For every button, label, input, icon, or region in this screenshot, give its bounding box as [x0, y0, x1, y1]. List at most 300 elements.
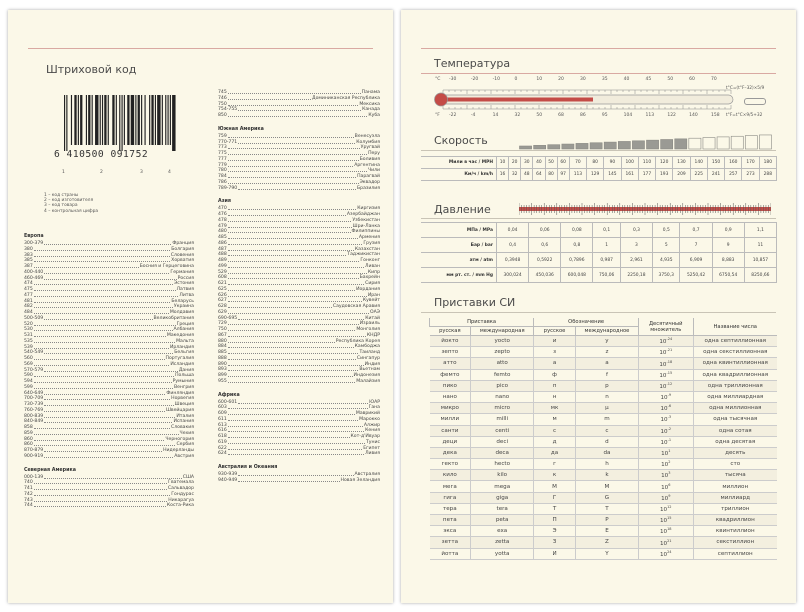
dot-leader: [228, 255, 347, 256]
country-code: 784: [218, 174, 227, 179]
barcode-bar: [104, 95, 106, 145]
country-code: 500-509: [24, 315, 44, 321]
factor-base: 10: [661, 495, 669, 502]
country-code: 840-849: [24, 419, 44, 425]
symbol-int: d: [575, 436, 638, 447]
symbol-int: E: [575, 526, 638, 537]
factor: [639, 347, 694, 358]
dot-leader: [228, 431, 364, 432]
symbol-ru: с: [534, 425, 576, 436]
grid-cell: 6750,54: [712, 268, 744, 283]
symbol-ru: И: [534, 548, 576, 559]
country-name: Германия: [170, 269, 194, 275]
factor-base: 10: [659, 383, 667, 390]
celsius-value: -30: [449, 77, 457, 82]
grid-cell: 225: [690, 169, 707, 181]
dot-leader: [34, 382, 172, 383]
prefix-int: yocto: [471, 336, 534, 347]
country-name: Никарагуа: [168, 497, 194, 503]
country-code: 480: [218, 229, 227, 235]
number-name: тысяча: [693, 470, 777, 481]
country-name: Чили: [367, 168, 380, 174]
country-name: Хорватия: [171, 258, 194, 264]
symbol-ru: Т: [534, 503, 576, 514]
country-code: 608: [218, 275, 227, 281]
factor-exponent: 18: [667, 527, 672, 532]
legend-line: 1 – код страны: [44, 193, 79, 198]
symbol-int: Y: [575, 548, 638, 559]
dot-leader: [228, 284, 364, 285]
symbol-int: p: [575, 380, 638, 391]
country-name: Перу: [368, 151, 380, 156]
barcode-number-4: 4: [168, 170, 171, 175]
country-code: 475: [24, 287, 33, 292]
factor: [639, 503, 694, 514]
country-name: Литва: [179, 292, 194, 298]
barcode-bar: [78, 95, 79, 145]
country-name: Украина: [173, 304, 194, 310]
country-code: 750: [218, 327, 227, 332]
country-name: Швеция: [174, 402, 194, 407]
country-name: Индонезия: [353, 373, 380, 378]
factor-exponent: 1: [668, 449, 671, 454]
country-name: Бахрейн: [359, 275, 380, 281]
dot-leader: [228, 137, 354, 138]
factor-base: 10: [659, 339, 667, 346]
country-name: Норвегия: [171, 396, 194, 402]
country-code: 529: [218, 269, 227, 275]
country-name: Бразилия: [357, 185, 380, 191]
dot-leader: [228, 313, 369, 314]
grid-cell: 7: [680, 238, 712, 253]
prefix-ru: гига: [430, 492, 471, 503]
symbol-int: h: [575, 459, 638, 470]
country-code: 754-755: [218, 107, 238, 113]
country-name: Киргизия: [357, 206, 380, 212]
country-name: Австрия: [174, 453, 194, 459]
barcode-bar: [112, 95, 114, 145]
country-name: Нидерланды: [163, 448, 194, 453]
grid-cell: 161: [621, 169, 638, 181]
grid-cell: 11: [744, 238, 776, 253]
grid-cell: 30: [521, 157, 533, 169]
country-name: Венгрия: [173, 384, 194, 390]
prefix-ru: атто: [430, 358, 471, 369]
country-code: 745: [218, 90, 227, 95]
dot-leader: [228, 238, 358, 239]
number-name: одна тысячная: [693, 414, 777, 425]
factor: [639, 515, 694, 526]
prefix-int: yotta: [471, 548, 534, 559]
country-code: 531: [24, 333, 33, 338]
prefix-int: centi: [471, 425, 534, 436]
celsius-value: 35: [601, 77, 608, 82]
country-code: 000-139: [24, 474, 44, 480]
symbol-ru: н: [534, 391, 576, 402]
country-name: США: [182, 474, 194, 480]
factor-exponent: 15: [667, 516, 672, 521]
grid-cell: 0,3948: [497, 253, 529, 268]
grid-cell: 3750,3: [653, 268, 680, 283]
barcode-bar: [172, 95, 175, 151]
barcode-bar: [71, 95, 72, 145]
country-code: 750: [218, 101, 227, 107]
country-code: 590: [24, 373, 33, 379]
factor-base: 10: [661, 484, 669, 491]
grid-cell: 0,04: [497, 223, 529, 238]
country-code: 850: [218, 113, 227, 118]
country-code: 385: [24, 258, 33, 264]
country-code: 600-601: [218, 399, 238, 405]
factor-base: 10: [659, 361, 667, 368]
country-code: 540-549: [24, 350, 44, 356]
grid-cell: 20: [509, 157, 521, 169]
barcode-bar: [102, 95, 103, 145]
country-name: Узбекистан: [352, 217, 380, 223]
country-code: 890: [218, 361, 227, 367]
country-code: 400-440: [24, 269, 44, 275]
country-code: 779: [218, 162, 227, 168]
country-name: Гана: [368, 405, 380, 411]
country-name: Кот-д'Ивуар: [350, 434, 380, 439]
country-name: Аргентина: [354, 162, 380, 168]
symbol-ru: З: [534, 537, 576, 548]
grid-cell: 177: [638, 169, 655, 181]
factor: [639, 481, 694, 492]
factor-exponent: 3: [668, 471, 671, 476]
country-code: 470: [218, 206, 227, 212]
country-code: 860: [24, 436, 33, 442]
factor-exponent: 9: [668, 493, 671, 498]
grid-cell: 1,1: [744, 223, 776, 238]
prefix-ru: мега: [430, 481, 471, 492]
dot-leader: [238, 189, 356, 190]
si-rule: [421, 312, 776, 313]
prefix-ru: йотта: [430, 548, 471, 559]
grid-cell: 9: [712, 238, 744, 253]
country-code: 481: [24, 298, 33, 304]
row-label: атм / atm: [421, 253, 497, 268]
country-code: 618: [218, 434, 227, 439]
dot-leader: [228, 166, 353, 167]
si-row: [430, 347, 778, 358]
dot-leader: [34, 501, 168, 502]
factor: [639, 380, 694, 391]
celsius-value: -10: [492, 77, 501, 82]
si-row: [430, 369, 778, 380]
country-code: 629: [218, 309, 227, 315]
celsius-value: -20: [470, 77, 479, 82]
symbol-int: μ: [575, 403, 638, 414]
fahrenheit-value: 158: [711, 113, 720, 118]
barcode-number-1: 1: [62, 170, 65, 175]
country-name: Беларусь: [171, 298, 194, 304]
symbol-ru: П: [534, 515, 576, 526]
grid-cell: 193: [656, 169, 673, 181]
country-name: Испания: [173, 419, 194, 425]
country-code: 611: [218, 416, 227, 422]
country-name: Эквадор: [359, 179, 380, 185]
grid-cell: 0,9: [712, 223, 744, 238]
grid-cell: 48: [521, 169, 533, 181]
dot-leader: [228, 296, 367, 297]
symbol-ru: да: [534, 447, 576, 458]
dot-leader: [228, 290, 355, 291]
speed-bar: [590, 143, 602, 149]
grid-cell: 5: [653, 238, 680, 253]
country-code: 899: [218, 373, 227, 378]
barcode-number-3: 3: [140, 170, 143, 175]
grid-cell: 0,987: [593, 253, 620, 268]
barcode-number-2: 2: [100, 170, 103, 175]
grid-cell: 32: [509, 169, 521, 181]
dot-leader: [44, 417, 175, 418]
country-code: 621: [218, 281, 227, 286]
number-name: одна триллионная: [693, 380, 777, 391]
dot-leader: [44, 457, 173, 458]
symbol-ru: д: [534, 436, 576, 447]
dot-leader: [34, 342, 175, 343]
country-name: Великобритания: [153, 315, 194, 321]
country-code: 800-839: [24, 413, 44, 419]
dot-leader: [34, 359, 165, 360]
prefix-ru: микро: [430, 403, 471, 414]
barcode-bar: [127, 95, 129, 145]
factor: [639, 425, 694, 436]
dot-leader: [228, 359, 356, 360]
dot-leader: [228, 278, 359, 279]
country-name: Сингапур: [356, 355, 380, 361]
country-name: Египет: [363, 445, 380, 451]
factor-base: 10: [660, 439, 668, 446]
barcode-bar: [149, 95, 150, 145]
dot-leader: [228, 148, 360, 149]
dot-leader: [228, 177, 356, 178]
grid-cell: 60: [557, 157, 569, 169]
speed-bar: [576, 143, 588, 149]
country-codes-column-2: [218, 90, 380, 484]
country-code: 858: [24, 425, 33, 430]
prefix-int: tera: [471, 503, 534, 514]
dot-leader: [228, 324, 359, 325]
factor: [639, 358, 694, 369]
symbol-int: da: [575, 447, 638, 458]
country-name: Алжир: [363, 422, 380, 428]
symbol-int: T: [575, 503, 638, 514]
country-name: Парагвай: [357, 174, 380, 179]
country-code: 640-649: [24, 390, 44, 396]
country-row: [218, 451, 380, 457]
si-row: [430, 470, 778, 481]
fahrenheit-value: 140: [689, 113, 698, 118]
dot-leader: [228, 449, 362, 450]
factor-base: 10: [661, 462, 669, 469]
number-name: одна секстиллионная: [693, 347, 777, 358]
grid-cell: 160: [725, 157, 742, 169]
factor-base: 10: [659, 551, 668, 558]
country-name: Швейцария: [165, 407, 194, 413]
si-row: [430, 380, 778, 391]
speed-bar: [717, 137, 729, 149]
si-row: [430, 447, 778, 458]
dot-leader: [228, 342, 335, 343]
country-code: 893: [218, 367, 227, 373]
country-name: Словакия: [170, 425, 194, 430]
celsius-value: 50: [667, 77, 674, 82]
country-name: Польша: [175, 373, 194, 379]
symbol-ru: М: [534, 481, 576, 492]
country-name: Франция: [172, 241, 194, 246]
header-ru2: русское: [534, 327, 576, 336]
dot-leader: [34, 330, 173, 331]
fahrenheit-value: 68: [558, 113, 564, 118]
country-code: 485: [218, 235, 227, 240]
country-code: 690-695: [218, 315, 238, 321]
country-name: Казахстан: [354, 246, 380, 252]
country-name: Монголия: [356, 327, 380, 332]
prefix-int: pico: [471, 380, 534, 391]
dot-leader: [34, 506, 166, 507]
grid-cell: 8250,66: [744, 268, 776, 283]
barcode-bar: [135, 95, 136, 145]
number-name: одна десятая: [693, 436, 777, 447]
dot-leader: [34, 348, 169, 349]
country-name: Россия: [177, 275, 194, 281]
country-code: 742: [24, 491, 33, 497]
country-name: Кипр: [367, 269, 380, 275]
country-code: 746: [218, 95, 227, 101]
grid-cell: 150: [707, 157, 724, 169]
dot-leader: [228, 261, 360, 262]
symbol-int: f: [575, 369, 638, 380]
country-name: Босния и Герцеговина: [139, 264, 194, 269]
country-code: 380: [24, 246, 33, 252]
grid-cell: 10,857: [744, 253, 776, 268]
symbol-ru: ф: [534, 369, 576, 380]
number-name: сто: [693, 459, 777, 470]
barcode-bar: [141, 95, 142, 145]
grid-cell: 0,8: [561, 238, 593, 253]
grid-cell: 300,024: [497, 268, 529, 283]
country-code: 499: [218, 263, 227, 269]
country-code: 759: [218, 133, 227, 139]
factor-exponent: -9: [667, 393, 672, 398]
country-code: 625: [218, 286, 227, 292]
factor-base: 10: [660, 428, 668, 435]
symbol-int: c: [575, 425, 638, 436]
country-name: Уругвай: [360, 145, 380, 151]
country-code: 383: [24, 252, 33, 258]
country-code: 487: [218, 246, 227, 252]
factor: [639, 447, 694, 458]
dot-leader: [44, 353, 173, 354]
grid-cell: 3: [620, 238, 652, 253]
country-name: Италия: [176, 413, 194, 419]
factor: [639, 369, 694, 380]
country-name: ЮАР: [369, 399, 380, 405]
speed-bar: [745, 136, 757, 149]
country-code: 539: [24, 344, 33, 350]
speed-bar: [562, 144, 574, 149]
speed-bar: [618, 141, 630, 149]
celsius-unit: °C: [435, 77, 441, 82]
region-heading: Австралия и Океания: [218, 465, 278, 470]
dot-leader: [228, 183, 359, 184]
country-name: Иран: [367, 292, 380, 298]
right-top-rule: [421, 48, 776, 49]
prefix-int: kilo: [471, 470, 534, 481]
grid-cell: 97: [557, 169, 569, 181]
country-name: Грузия: [363, 240, 380, 246]
speed-bar: [632, 141, 644, 149]
country-code: 730-739: [24, 402, 44, 407]
country-name: Боливия: [359, 156, 380, 162]
country-code: 624: [218, 451, 227, 457]
factor-exponent: 12: [667, 504, 672, 509]
dot-leader: [228, 221, 352, 222]
country-name: Сербия: [176, 442, 194, 448]
dot-leader: [228, 370, 359, 371]
prefix-int: deci: [471, 436, 534, 447]
si-prefix-table: [429, 318, 777, 560]
fahrenheit-value: 122: [667, 113, 676, 118]
dot-leader: [34, 336, 166, 337]
number-name: секстиллион: [693, 537, 777, 548]
country-code: 627: [218, 298, 227, 304]
grid-cell: 129: [587, 169, 604, 181]
dot-leader: [34, 428, 170, 429]
prefix-int: femto: [471, 369, 534, 380]
speed-bar: [731, 136, 743, 149]
prefix-int: zepto: [471, 347, 534, 358]
factor-base: 10: [660, 406, 668, 413]
country-name: Латвия: [176, 287, 194, 292]
prefix-ru: зепто: [430, 347, 471, 358]
country-name: Португалия: [165, 356, 194, 361]
country-code: 775: [218, 151, 227, 156]
symbol-int: a: [575, 358, 638, 369]
dot-leader: [44, 371, 178, 372]
dot-leader: [228, 426, 363, 427]
country-name: Словения: [170, 252, 194, 258]
prefix-int: milli: [471, 414, 534, 425]
country-code: 609: [218, 411, 227, 416]
symbol-ru: мк: [534, 403, 576, 414]
dot-leader: [34, 313, 169, 314]
grid-cell: 0,7896: [561, 253, 593, 268]
grid-cell: 170: [742, 157, 759, 169]
country-row: [218, 113, 380, 119]
country-name: Марокко: [359, 416, 380, 422]
dot-leader: [228, 250, 354, 251]
country-code: 479: [218, 223, 227, 229]
country-code: 884: [218, 344, 227, 350]
factor-base: 10: [659, 518, 668, 525]
dot-leader: [34, 296, 179, 297]
dot-leader: [228, 171, 367, 172]
country-code: 860: [24, 442, 33, 448]
region-heading: Северная Америка: [24, 467, 76, 473]
right-page: [401, 10, 796, 603]
country-name: Малайзия: [356, 378, 380, 384]
si-row: [430, 492, 778, 503]
country-code: 603: [218, 405, 227, 411]
dot-leader: [44, 451, 162, 452]
dot-leader: [228, 244, 363, 245]
speed-title: Скорость: [434, 134, 488, 147]
country-name: Гонконг: [360, 258, 380, 263]
dot-leader: [34, 388, 173, 389]
